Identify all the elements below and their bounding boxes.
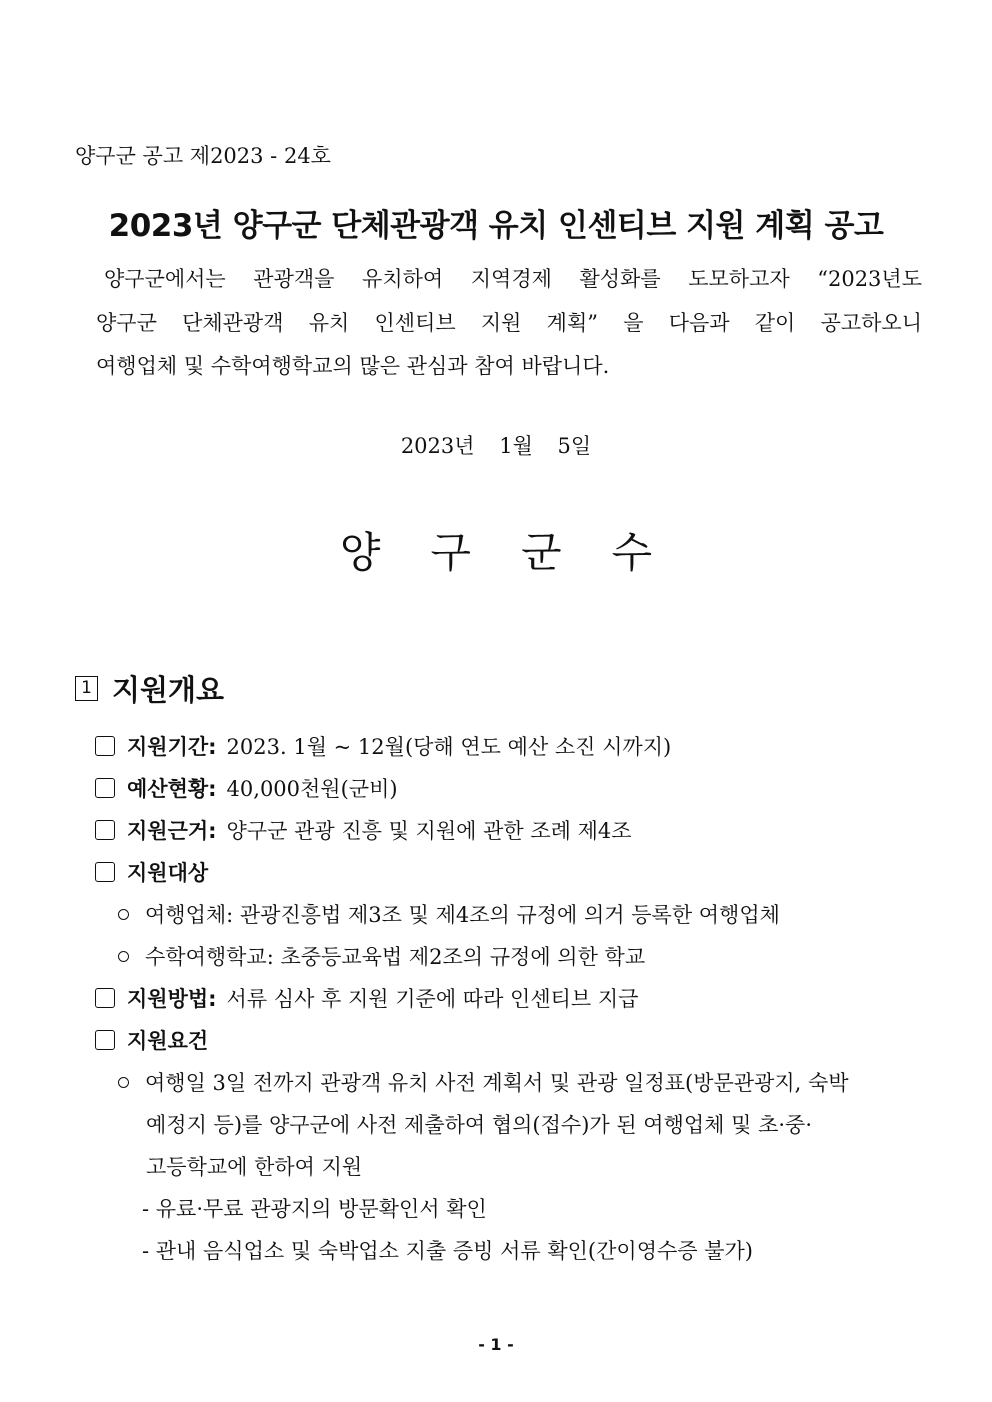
item-method-text: 서류 심사 후 지원 기준에 따라 인센티브 지급 bbox=[226, 987, 639, 1011]
circle-bullet-icon bbox=[118, 951, 129, 962]
item-target bbox=[95, 857, 218, 887]
section-heading bbox=[75, 668, 224, 709]
checkbox-square-icon bbox=[95, 778, 115, 798]
item-basis bbox=[95, 815, 632, 845]
requirements-sub-1 bbox=[118, 1067, 849, 1097]
intro-paragraph bbox=[96, 258, 922, 389]
target-sub-2 bbox=[118, 941, 645, 971]
checkbox-square-icon bbox=[95, 1030, 115, 1050]
requirements-line-1: 여행일 3일 전까지 관광객 유치 사전 계획서 및 관광 일정표(방문관광지, 숙박 bbox=[145, 1071, 849, 1095]
item-period bbox=[95, 731, 671, 761]
circle-bullet-icon bbox=[118, 1077, 129, 1088]
checkbox-square-icon bbox=[95, 736, 115, 756]
requirements-dash-2: - 관내 음식업소 및 숙박업소 지출 증빙 서류 확인(간이영수증 불가) bbox=[142, 1239, 753, 1263]
target-sub-1 bbox=[118, 899, 780, 929]
section-title: 지원개요 bbox=[112, 673, 225, 707]
checkbox-square-icon bbox=[95, 820, 115, 840]
intro-line-2: 양구군 단체관광객 유치 인센티브 지원 계획” 을 다음과 같이 공고하오니 bbox=[96, 310, 922, 335]
item-basis-text: 양구군 관광 진흥 및 지원에 관한 조례 제4조 bbox=[226, 819, 632, 843]
item-requirements bbox=[95, 1025, 218, 1055]
announcement-date: 2023년 1월 5일 bbox=[400, 434, 592, 458]
page-number: - 1 - bbox=[478, 1335, 514, 1354]
notice-number: 양구군 공고 제2023 - 24호 bbox=[75, 144, 331, 168]
requirements-dash-1: - 유료·무료 관광지의 방문확인서 확인 bbox=[142, 1197, 487, 1221]
intro-line-3: 여행업체 및 수학여행학교의 많은 관심과 참여 바랍니다. bbox=[96, 354, 610, 378]
item-method-label: 지원방법: bbox=[127, 987, 217, 1011]
item-budget-label: 예산현황: bbox=[127, 777, 217, 801]
requirements-line-2: 예정지 등)를 양구군에 사전 제출하여 협의(접수)가 된 여행업체 및 초·중· bbox=[146, 1113, 813, 1137]
item-target-label: 지원대상 bbox=[127, 861, 209, 885]
circle-bullet-icon bbox=[118, 909, 129, 920]
item-budget-text: 40,000천원(군비) bbox=[226, 777, 398, 801]
target-sub-1-text: 여행업체: 관광진흥법 제3조 및 제4조의 규정에 의거 등록한 여행업체 bbox=[145, 903, 780, 927]
page-title: 2023년 양구군 단체관광객 유치 인센티브 지원 계획 공고 bbox=[108, 208, 884, 244]
issuer-name: 양구군수 bbox=[339, 528, 703, 577]
item-period-text: 2023. 1월 ~ 12월(당해 연도 예산 소진 시까지) bbox=[226, 735, 672, 759]
item-method bbox=[95, 983, 638, 1013]
checkbox-square-icon bbox=[95, 988, 115, 1008]
item-basis-label: 지원근거: bbox=[127, 819, 217, 843]
item-budget bbox=[95, 773, 398, 803]
intro-line-1: 양구군에서는 관광객을 유치하여 지역경제 활성화를 도모하고자 “2023년도 bbox=[104, 267, 922, 291]
section-number-box: 1 bbox=[75, 676, 98, 701]
requirements-line-3: 고등학교에 한하여 지원 bbox=[146, 1155, 363, 1179]
target-sub-2-text: 수학여행학교: 초중등교육법 제2조의 규정에 의한 학교 bbox=[145, 945, 646, 969]
item-period-label: 지원기간: bbox=[127, 735, 217, 759]
item-requirements-label: 지원요건 bbox=[127, 1029, 209, 1053]
checkbox-square-icon bbox=[95, 862, 115, 882]
